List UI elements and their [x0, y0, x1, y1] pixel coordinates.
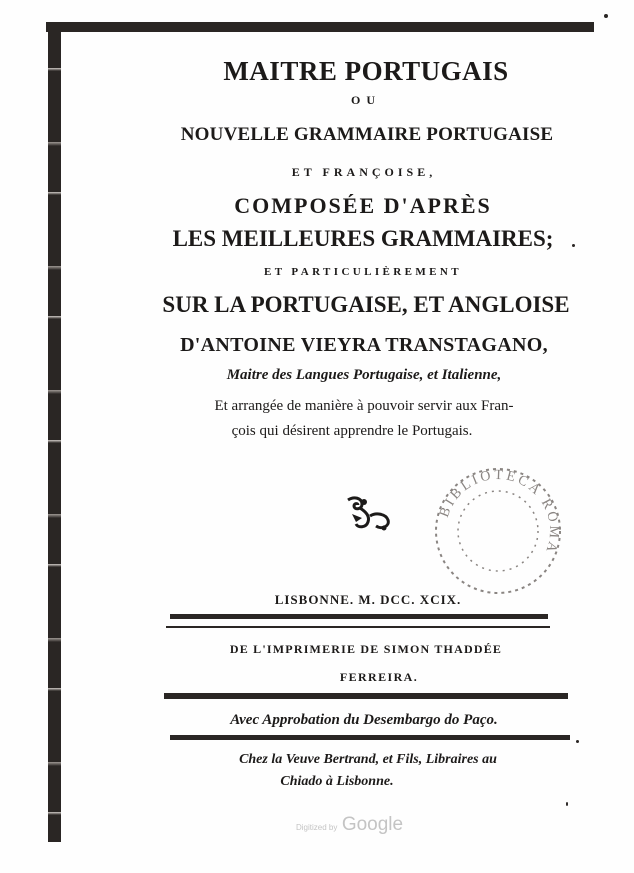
stamp-text: BIBLIOTECA ROMA [437, 467, 562, 557]
rule-1 [170, 614, 548, 619]
digitized-watermark [296, 814, 403, 836]
printer-line-2: FERREIRA. [339, 670, 419, 684]
watermark-brand: Google [341, 814, 404, 835]
ink-speck [572, 244, 575, 247]
purpose-line-1: Et arrangée de manière à pouvoir servir aux Fran- [214, 398, 514, 414]
purpose-line-2: çois qui désirent apprendre le Portugais. [231, 423, 473, 439]
title-ou: OU [351, 93, 381, 107]
ink-speck [566, 802, 568, 806]
subtitle-particulierement: ET PARTICULIÈREMENT [264, 266, 462, 278]
page-border-left [48, 22, 61, 842]
imprint-place-date: LISBONNE. M. DCC. XCIX. [274, 592, 462, 607]
subtitle-portugaise-angloise: SUR LA PORTUGAISE, ET ANGLOISE [162, 292, 570, 317]
approval-line: Avec Approbation du Desembargo do Paço. [230, 712, 498, 728]
subtitle-composee: COMPOSÉE D'APRÈS [234, 193, 492, 218]
rule-3 [164, 693, 568, 699]
rule-2 [166, 626, 550, 628]
printers-ornament-icon [340, 494, 396, 536]
library-stamp [428, 456, 568, 606]
author-name: D'ANTOINE VIEYRA TRANSTAGANO, [180, 334, 548, 356]
bookseller-line-1: Chez la Veuve Bertrand, et Fils, Libraires au [239, 752, 497, 767]
printer-line-1: DE L'IMPRIMERIE DE SIMON THADDÉE [229, 642, 503, 656]
subtitle-grammaires: LES MEILLEURES GRAMMAIRES; [172, 226, 554, 251]
subtitle-francoise: ET FRANÇOISE, [291, 165, 437, 179]
subtitle-grammar: NOUVELLE GRAMMAIRE PORTUGAISE [180, 124, 554, 145]
rule-4 [170, 735, 570, 740]
bookseller-line-2: Chiado à Lisbonne. [280, 774, 394, 789]
ink-speck [576, 740, 579, 743]
ink-speck [604, 14, 608, 18]
watermark-prefix: Digitized by [296, 823, 338, 832]
title-main: MAITRE PORTUGAIS [223, 56, 509, 86]
page-border-top [46, 22, 594, 32]
svg-text:BIBLIOTECA ROMA [437, 468, 561, 557]
author-description: Maitre des Langues Portugaise, et Italienne, [226, 367, 502, 383]
